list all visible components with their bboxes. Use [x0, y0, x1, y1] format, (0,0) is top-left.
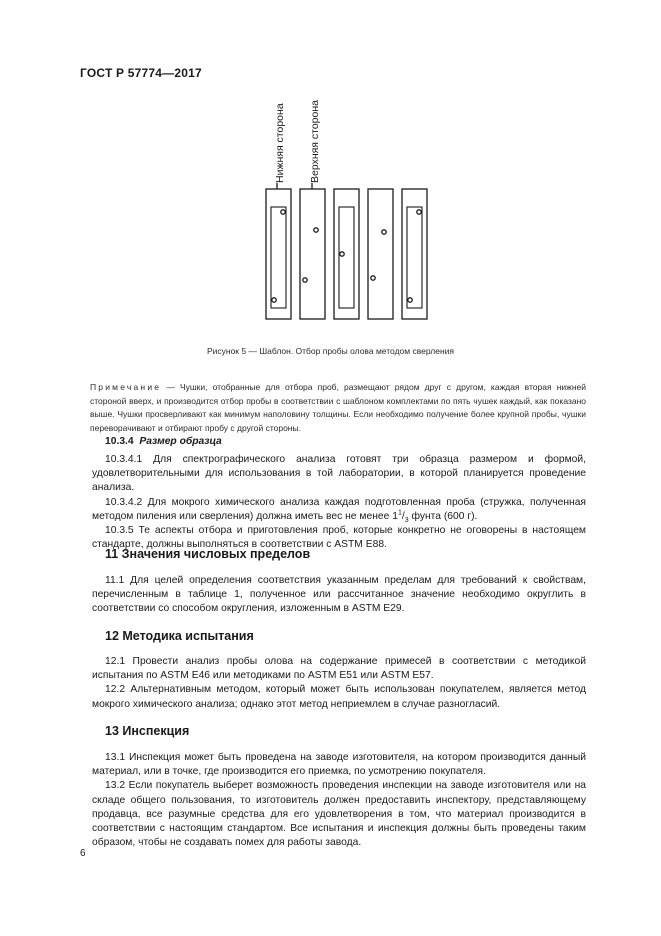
ingot-2-hole-bottom [303, 278, 307, 282]
ingot-1-inner-frame [271, 207, 286, 308]
document-header: ГОСТ Р 57774—2017 [80, 66, 202, 80]
paragraph-12-1: 12.1 Провести анализ пробы олова на содержание примесей в соответствии с методикой испытания по ASTM E46 или методиками по ASTM E51 или ASTM E57. [92, 656, 586, 682]
subsection-number: 10.3.4 [105, 436, 134, 447]
paragraph-11-1: 11.1 Для целей определения соответствия указанным пределам для требований к свойствам, перечисленным в таблице 1, полученное или рассчитанное значение необходимо округлить в соответствии со способом округления, изложенным в ASTM E29. [92, 575, 586, 615]
paragraph-13-2: 13.2 Если покупатель выберет возможность проведения инспекции на заводе изготовителя или на складе общего пользования, то изготовитель должен предоставить инспектору, представляющему продавца, все разумные средства для его удовлетворения в том, что материал производится в соответствии с настоящим стандартом. Все испытания и инспекция должны быть проведены таким образом, чтобы не создавать помех для работы завода. [92, 780, 586, 849]
ingot-3-hole [340, 252, 344, 256]
ingot-1-hole-top [281, 210, 285, 214]
paragraph-10-3-5: 10.3.5 Те аспекты отбора и приготовления проб, которые конкретно не оговорены в настоящем стандарте, должны выполняться в соответствии с ASTM E88. [92, 525, 586, 551]
ingot-2-hole-top [314, 228, 318, 232]
ingot-template-diagram [0, 0, 661, 340]
note-text: — Чушки, отобранные для отбора проб, размещают рядом друг с другом, каждая вторая нижней стороной вверх, и производится отбор пробы в соответствии с шаблоном комплектами по пять чушек каждый, как показано выше. Чушки просверливают как минимум наполовину толщины. Если необходимо получение более крупной пробы, чушки переворачивают и отбирают пробу с другой стороны. [90, 382, 586, 433]
ingot-4-hole-top [382, 230, 386, 234]
figure-5-template [0, 0, 661, 340]
paragraph-10-3-4-1: 10.3.4.1 Для спектрографического анализа готовят три образца размером и формой, удовлетворительными для использования в той лаборатории, в которой планируется проведение анализа. [92, 454, 586, 494]
subsection-title: Размер образца [139, 436, 222, 447]
ingot-4-hole-bottom [371, 276, 375, 280]
note-prefix: Примечание [90, 382, 162, 392]
label-bottom-side: Нижняя сторона [274, 103, 286, 183]
paragraph-10-3-4-2: 10.3.4.2 Для мокрого химического анализа каждая подготовленная проба (стружка, полученная методом пиления или сверления) должна иметь вес не менее $1^1/_3$ фунта (600 г). [92, 496, 586, 524]
ingot-4-top-side [368, 189, 393, 319]
ingot-1-hole-bottom [272, 298, 276, 302]
page-number: 6 [80, 848, 86, 859]
ingot-1-bottom-side [266, 189, 291, 319]
section-heading-13: 13 Инспекция [105, 724, 190, 738]
section-heading-12: 12 Методика испытания [105, 629, 254, 643]
section-heading-11: 11 Значения числовых пределов [105, 547, 311, 561]
subsection-heading-10-3-4 [105, 436, 222, 447]
section-12-body [92, 655, 586, 712]
ingot-2-top-side [300, 189, 325, 319]
paragraph-13-1: 13.1 Инспекция может быть проведена на заводе изготовителя, на котором производится данный материал, или в точке, где производится его приемка, по усмотрению покупателя. [92, 752, 586, 778]
ingot-5-inner-frame [407, 207, 422, 308]
label-top-side: Верхняя сторона [309, 99, 321, 183]
ingot-5-bottom-side [402, 189, 427, 319]
section-10-3-4-body [92, 453, 586, 552]
section-13-body [92, 751, 586, 850]
ingot-5-hole-bottom [408, 298, 412, 302]
ingot-3-bottom-side [334, 189, 359, 319]
paragraph-12-2: 12.2 Альтернативным методом, который может быть использован покупателем, является метод мокрого химического анализа; однако этот метод неприемлем в случае разногласий. [92, 684, 586, 710]
section-11-body [92, 574, 586, 617]
figure-caption: Рисунок 5 — Шаблон. Отбор пробы олова методом сверления [206, 346, 455, 356]
ingot-5-hole-top [417, 210, 421, 214]
figure-note [90, 381, 586, 435]
ingot-3-inner-frame [339, 207, 354, 308]
